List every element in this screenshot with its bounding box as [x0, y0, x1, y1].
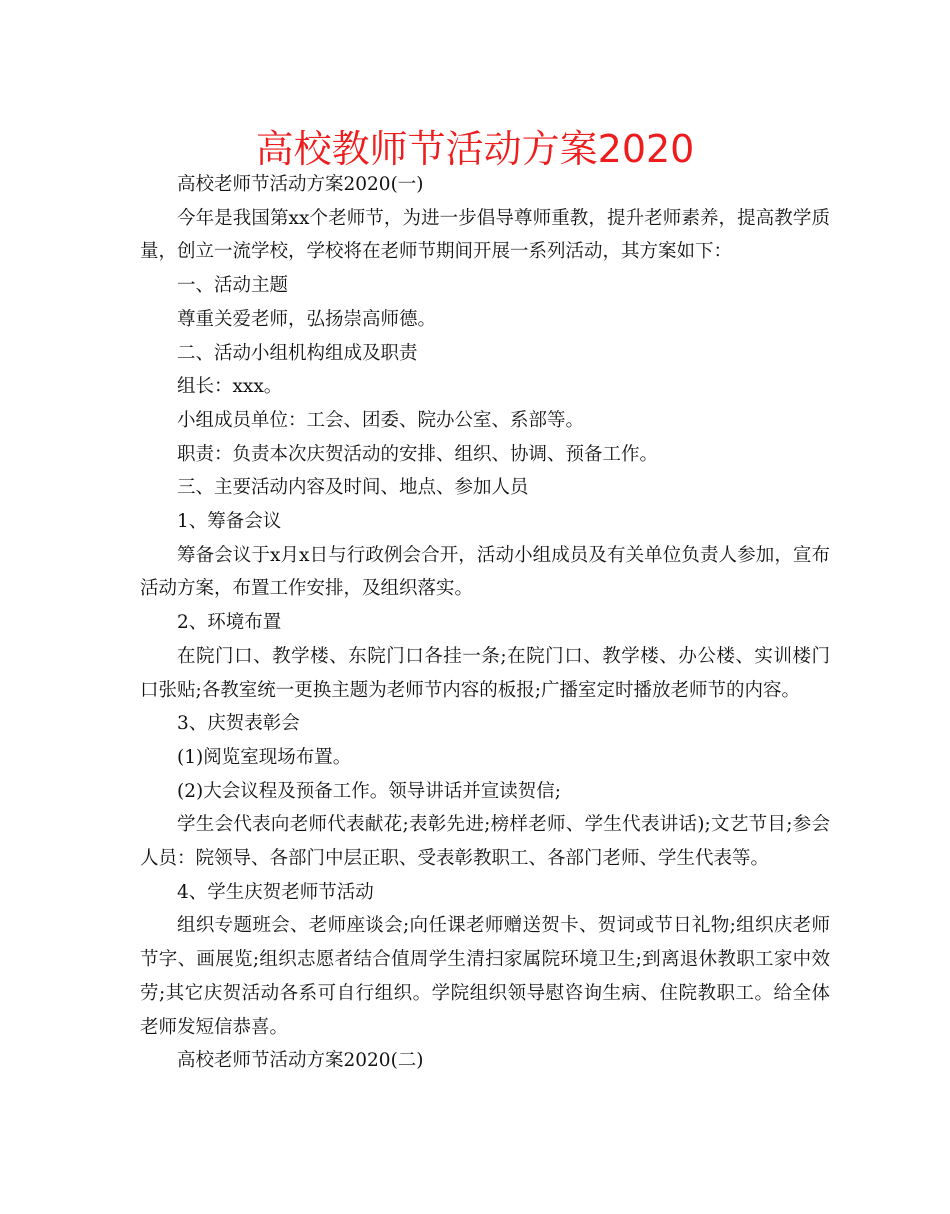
next-plan-heading: 高校老师节活动方案2020(二): [177, 1050, 424, 1072]
duties-line: 职责：负责本次庆贺活动的安排、组织、协调、预备工作。: [177, 443, 659, 465]
item-heading-preparatory-meeting: 1、筹备会议: [177, 511, 282, 533]
theme-text: 尊重关爱老师，弘扬崇高师德。: [177, 308, 437, 330]
item-heading-environment: 2、环境布置: [177, 612, 282, 634]
celebration-step-2: (2)大会议程及预备工作。领导讲话并宣读贺信;: [177, 780, 561, 802]
document-body: [140, 168, 830, 1078]
item-heading-celebration: 3、庆贺表彰会: [177, 713, 300, 735]
intro-paragraph: 今年是我国第xx个老师节，为进一步倡导尊师重教，提升老师素养，提高教学质量，创立一流学校，学校将在老师节期间开展一系列活动，其方案如下：: [140, 207, 830, 263]
preparatory-meeting-text: 筹备会议于x月x日与行政例会合开，活动小组成员及有关单位负责人参加，宣布活动方案，布置工作安排，及组织落实。: [140, 544, 830, 600]
environment-text: 在院门口、教学楼、东院门口各挂一条;在院门口、教学楼、办公楼、实训楼门口张贴;各教室统一更换主题为老师节内容的板报;广播室定时播放老师节的内容。: [140, 645, 830, 701]
subtitle-heading: 高校老师节活动方案2020(一): [177, 174, 424, 195]
section-heading-theme: 一、活动主题: [177, 275, 289, 297]
leader-line: 组长：xxx。: [177, 376, 283, 398]
section-heading-organization: 二、活动小组机构组成及职责: [177, 342, 418, 364]
section-heading-activities: 三、主要活动内容及时间、地点、参加人员: [177, 477, 529, 499]
item-heading-student-activities: 4、学生庆贺老师节活动: [177, 881, 374, 903]
member-units-line: 小组成员单位：工会、团委、院办公室、系部等。: [177, 409, 585, 431]
student-activities-text: 组织专题班会、老师座谈会;向任课老师赠送贺卡、贺词或节日礼物;组织庆老师节字、画展览;组织志愿者结合值周学生清扫家属院环境卫生;到离退休教职工家中效劳;其它庆贺活动各系可自行组织。学院组织领导慰咨询生病、住院教职工。给全体老师发短信恭喜。: [140, 915, 830, 1038]
celebration-step-1: (1)阅览室现场布置。: [177, 746, 352, 768]
celebration-details: 学生会代表向老师代表献花;表彰先进;榜样老师、学生代表讲话);文艺节目;参会人员：院领导、各部门中层正职、受表彰教职工、各部门老师、学生代表等。: [140, 814, 830, 870]
document-title: 高校教师节活动方案2020: [255, 127, 695, 171]
